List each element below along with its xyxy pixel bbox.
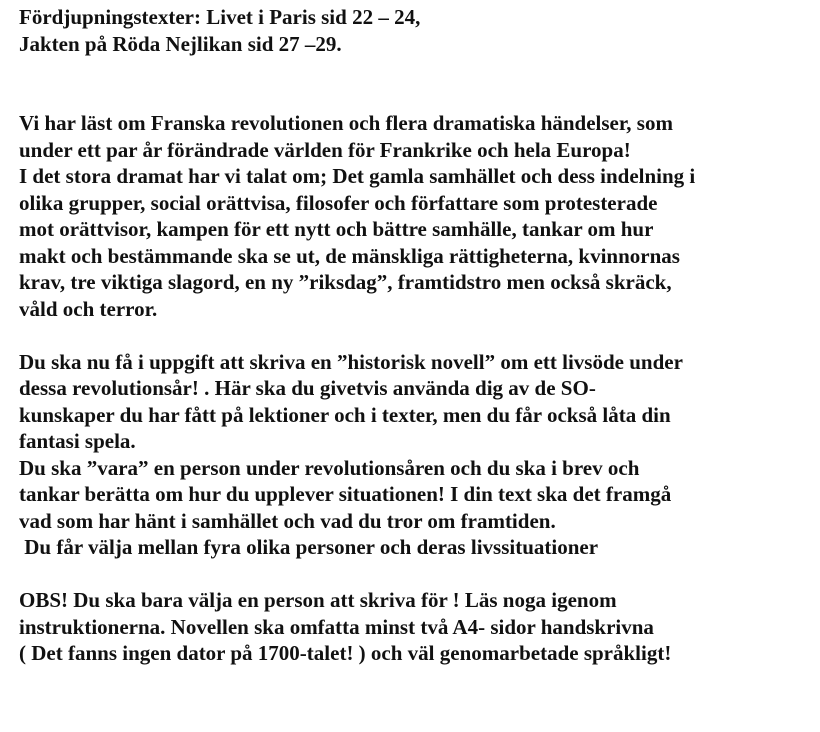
text-line: Du får välja mellan fyra olika personer och deras livssituationer <box>19 535 599 559</box>
text-line: Vi har läst om Franska revolutionen och flera dramatiska händelser, som <box>19 111 673 135</box>
text-line: makt och bestämmande ska se ut, de mänskliga rättigheterna, kvinnornas <box>19 243 680 268</box>
text-line: vad som har hänt i samhället och vad du tror om framtiden. <box>19 508 556 533</box>
paragraph-obs <box>19 587 819 667</box>
header-line: Fördjupningstexter: Livet i Paris sid 22 – 24, <box>19 5 421 29</box>
text-line: OBS! Du ska bara välja en person att skriva för ! Läs noga igenom <box>19 588 617 612</box>
document-header <box>19 4 819 57</box>
text-line: tankar berätta om hur du upplever situationen! I din text ska det framgå <box>19 482 672 506</box>
text-line: Du ska nu få i uppgift att skriva en ”historisk novell” om ett livsöde under <box>19 349 683 374</box>
header-line: Jakten på Röda Nejlikan sid 27 –29. <box>19 31 342 56</box>
paragraph-intro <box>19 110 819 322</box>
text-line: instruktionerna. Novellen ska omfatta minst två A4- sidor handskrivna <box>19 614 654 639</box>
text-line: fantasi spela. <box>19 429 136 453</box>
text-line: kunskaper du har fått på lektioner och i texter, men du får också låta din <box>19 402 671 427</box>
text-line: dessa revolutionsår! . Här ska du givetvis använda dig av de SO- <box>19 376 596 400</box>
text-line: I det stora dramat har vi talat om; Det gamla samhället och dess indelning i <box>19 164 696 188</box>
text-line: våld och terror. <box>19 296 158 321</box>
text-line: krav, tre viktiga slagord, en ny ”riksdag”, framtidstro men också skräck, <box>19 270 672 294</box>
document-page <box>19 4 819 667</box>
text-line: ( Det fanns ingen dator på 1700-talet! ) och väl genomarbetade språkligt! <box>19 641 672 665</box>
text-line: olika grupper, social orättvisa, filosofer och författare som protesterade <box>19 190 658 215</box>
text-line: Du ska ”vara” en person under revolutionsåren och du ska i brev och <box>19 455 640 480</box>
text-line: mot orättvisor, kampen för ett nytt och bättre samhälle, tankar om hur <box>19 217 654 241</box>
paragraph-assignment <box>19 349 819 561</box>
text-line: under ett par år förändrade världen för Frankrike och hela Europa! <box>19 137 631 162</box>
